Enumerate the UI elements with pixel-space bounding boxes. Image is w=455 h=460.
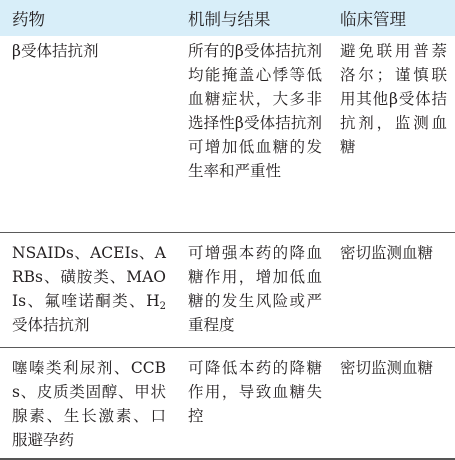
drug-cell: β受体拮抗剂 bbox=[12, 42, 99, 60]
drug-cell bbox=[0, 233, 178, 348]
table-body bbox=[0, 36, 455, 459]
table-row bbox=[0, 348, 455, 460]
drug-subscript: 2 bbox=[159, 301, 166, 312]
mechanism-cell: 可增强本药的降血糖作用，增加低血糖的发生风险或严重程度 bbox=[188, 244, 322, 334]
drug-text-suffix: 受体拮抗剂 bbox=[12, 316, 90, 334]
management-cell: 密切监测血糖 bbox=[340, 359, 434, 377]
table-row bbox=[0, 36, 455, 233]
management-cell: 避免联用普萘洛尔；谨慎联用其他β受体拮抗剂，监测血糖 bbox=[340, 42, 447, 156]
table-row bbox=[0, 233, 455, 348]
drug-cell: 噻嗪类利尿剂、CCBs、皮质类固醇、甲状腺素、生长激素、口服避孕药 bbox=[12, 359, 166, 449]
mechanism-cell: 所有的β受体拮抗剂均能掩盖心悸等低血糖症状，大多非选择性β受体拮抗剂可增加低血糖的发生率和严重性 bbox=[188, 42, 322, 180]
header-row bbox=[0, 0, 455, 36]
header-mechanism: 机制与结果 bbox=[178, 0, 330, 36]
mechanism-cell: 可降低本药的降糖作用，导致血糖失控 bbox=[188, 359, 322, 425]
management-cell: 密切监测血糖 bbox=[340, 244, 434, 262]
table-header bbox=[0, 0, 455, 36]
header-drug: 药物 bbox=[0, 0, 178, 36]
header-management: 临床管理 bbox=[330, 0, 455, 36]
drug-text: NSAIDs、ACEIs、ARBs、磺胺类、MAOIs、氟喹诺酮类、H bbox=[12, 244, 166, 310]
